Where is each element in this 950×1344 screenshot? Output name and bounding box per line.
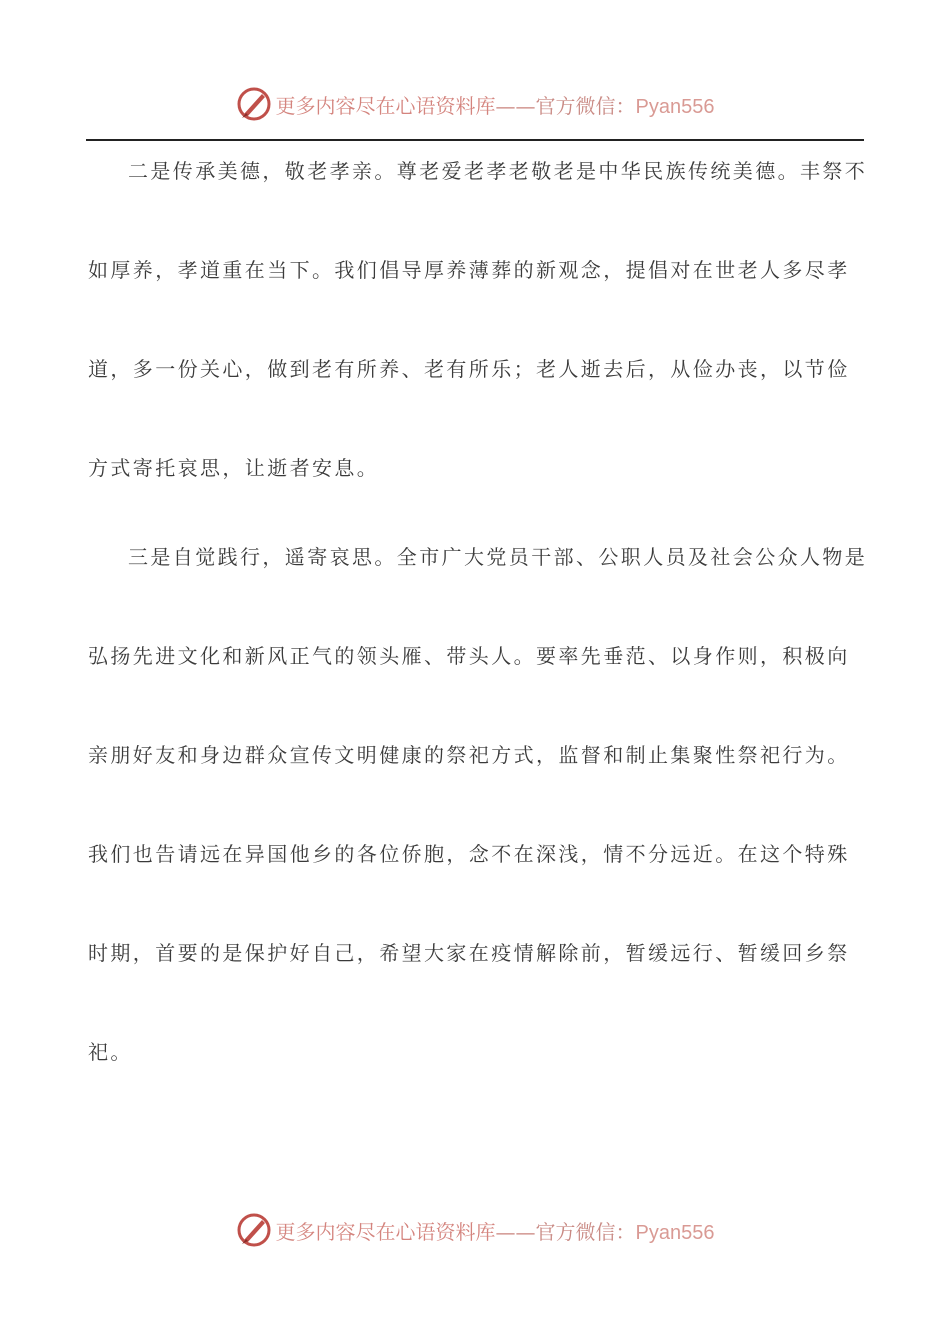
header-dash: ——	[495, 93, 536, 118]
footer-site-text: 更多内容尽在心语资料库	[275, 1219, 496, 1244]
paragraph-line: 二是传承美德，敬老孝亲。尊老爱老孝老敬老是中华民族传统美德。丰祭不	[128, 159, 868, 183]
paragraph-line: 三是自觉践行，遥寄哀思。全市广大党员干部、公职人员及社会公众人物是	[128, 545, 868, 569]
header-divider	[86, 139, 864, 141]
paragraph-line: 时期，首要的是保护好自己，希望大家在疫情解除前，暂缓远行、暂缓回乡祭	[88, 941, 850, 965]
header-banner-text	[276, 90, 715, 119]
header-account: Pyan556	[635, 95, 715, 118]
footer-account: Pyan556	[635, 1221, 715, 1244]
paragraph-line: 方式寄托哀思，让逝者安息。	[88, 456, 380, 480]
pen-circle-logo-icon	[236, 1212, 272, 1248]
footer-dash: ——	[495, 1219, 536, 1244]
paragraph-line: 如厚养，孝道重在当下。我们倡导厚养薄葬的新观念，提倡对在世老人多尽孝	[88, 258, 850, 282]
paragraph-line: 弘扬先进文化和新风正气的领头雁、带头人。要率先垂范、以身作则，积极向	[88, 644, 850, 668]
paragraph-1	[88, 148, 868, 544]
footer-banner-text	[276, 1216, 715, 1245]
paragraph-2	[88, 534, 868, 1128]
header-wechat-label: 官方微信：	[535, 93, 636, 118]
pen-circle-logo-icon	[236, 86, 272, 122]
paragraph-line: 亲朋好友和身边群众宣传文明健康的祭祀方式，监督和制止集聚性祭祀行为。	[88, 743, 850, 767]
header-banner	[0, 82, 950, 126]
paragraph-line: 我们也告请远在异国他乡的各位侨胞，念不在深浅，情不分远近。在这个特殊	[88, 842, 850, 866]
paragraph-line: 道，多一份关心，做到老有所养、老有所乐；老人逝去后，从俭办丧，以节俭	[88, 357, 850, 381]
paragraph-line: 祀。	[88, 1040, 133, 1064]
header-site-text: 更多内容尽在心语资料库	[275, 93, 496, 118]
footer-wechat-label: 官方微信：	[535, 1219, 636, 1244]
footer-banner	[0, 1208, 950, 1252]
